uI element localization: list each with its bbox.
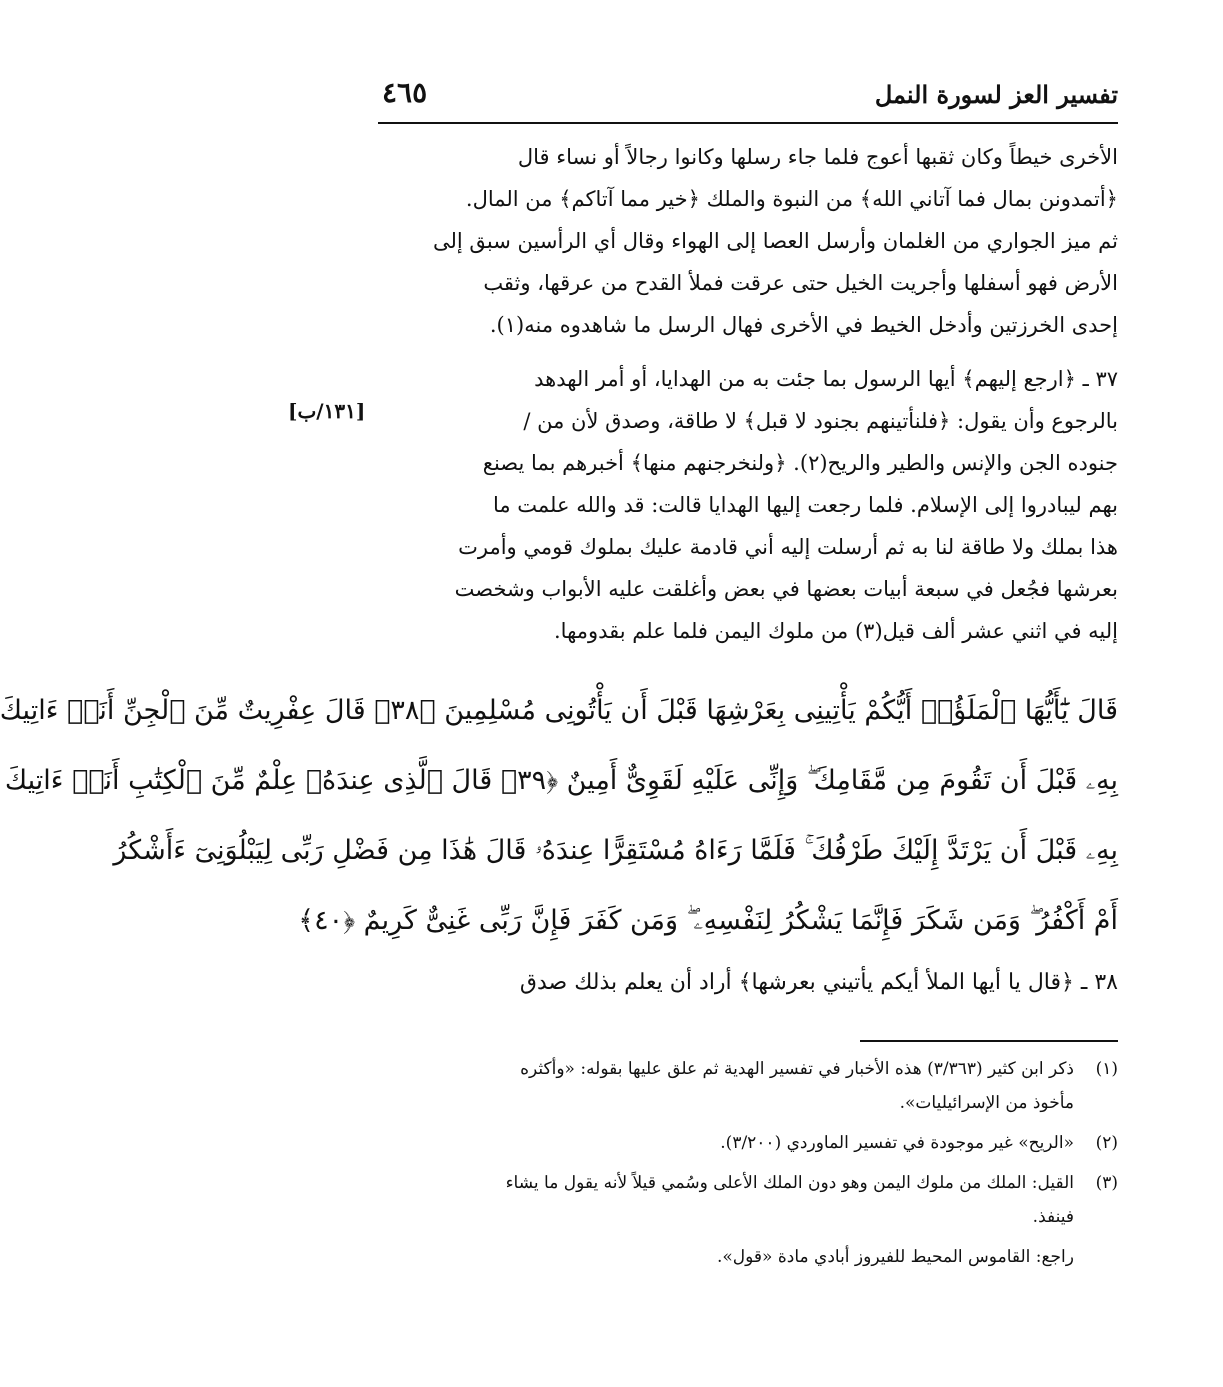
footnote bbox=[378, 1052, 1118, 1086]
quran-line: بِهِۦ قَبْلَ أَن يَرْتَدَّ إِلَيْكَ طَرْفُكَ ۚ فَلَمَّا رَءَاهُ مُسْتَقِرًّا عِندَهُۥ قَالَ هَٰذَا مِن فَضْلِ رَبِّى لِيَبْلُوَنِىٓ ءَأَشْكُرُ bbox=[113, 835, 1118, 866]
footnote-number: (٣) bbox=[1095, 1173, 1118, 1193]
text-line: إليه في اثني عشر ألف قيل(٣) من ملوك اليمن فلما علم بقدومها. bbox=[554, 619, 1118, 643]
footnote bbox=[378, 1166, 1118, 1200]
footnote-continuation: مأخوذ من الإسرائيليات». bbox=[899, 1093, 1074, 1113]
quran-line: بِهِۦ قَبْلَ أَن تَقُومَ مِن مَّقَامِكَ ۖ وَإِنِّى عَلَيْهِ لَقَوِىٌّ أَمِينٌ ﴿٣٩﴾ قَالَ ٱلَّذِى عِندَهُۥ عِلْمٌ مِّنَ ٱلْكِتَٰبِ أَنَا۠ ءَاتِيكَ bbox=[4, 765, 1118, 796]
footnote-divider bbox=[860, 1040, 1118, 1042]
text-line: ثم ميز الجواري من الغلمان وأرسل العصا إلى الهواء وقال أي الرأسين سبق إلى bbox=[433, 229, 1118, 253]
text-line: جنوده الجن والإنس والطير والريح(٢). ﴿ولنخرجنهم منها﴾ أخبرهم بما يصنع bbox=[482, 451, 1118, 475]
text-line: الأرض فهو أسفلها وأجريت الخيل حتى عرقت فملأ القدح من عرقها، وثقب bbox=[483, 271, 1118, 295]
footnote-number: (٢) bbox=[1095, 1133, 1118, 1153]
text-line: الأخرى خيطاً وكان ثقبها أعوج فلما جاء رسلها وكانوا رجالاً أو نساء قال bbox=[517, 145, 1118, 169]
text-line: إحدى الخرزتين وأدخل الخيط في الأخرى فهال الرسل ما شاهدوه منه(١). bbox=[489, 313, 1118, 337]
header-divider bbox=[378, 122, 1118, 124]
text-line: بهم ليبادروا إلى الإسلام. فلما رجعت إليها الهدايا قالت: قد والله علمت ما bbox=[492, 493, 1118, 517]
paragraph-3: ٣٨ ـ ﴿قال يا أيها الملأ أيكم يأتيني بعرشها﴾ أراد أن يعلم بذلك صدق bbox=[519, 970, 1118, 995]
paragraph-1 bbox=[378, 136, 1118, 346]
quran-line: قَالَ يَٰٓأَيُّهَا ٱلْمَلَؤُا۟ أَيُّكُمْ يَأْتِينِى بِعَرْشِهَا قَبْلَ أَن يَأْتُونِى مُسْلِمِينَ ﴿٣٨﴾ قَالَ عِفْرِيتٌ مِّنَ ٱلْجِنِّ أَنَا۠ ءَاتِيكَ bbox=[0, 695, 1118, 726]
manuscript-folio-reference: [١٣١/ب] bbox=[288, 399, 366, 423]
footnotes bbox=[378, 1052, 1118, 1274]
footnote-number bbox=[1074, 1240, 1118, 1274]
text-line: ٣٧ ـ ﴿ارجع إليهم﴾ أيها الرسول بما جئت به من الهدايا، أو أمر الهدهد bbox=[534, 367, 1118, 391]
footnote-text: راجع: القاموس المحيط للفيروز أبادي مادة «قول». bbox=[716, 1247, 1074, 1267]
footnote bbox=[378, 1126, 1118, 1160]
page-header bbox=[378, 76, 1118, 116]
text-line: هذا بملك ولا طاقة لنا به ثم أرسلت إليه أني قادمة عليك بملوك قومي وأمرت bbox=[458, 535, 1118, 559]
footnote bbox=[378, 1240, 1118, 1274]
quran-line: أَمْ أَكْفُرُ ۖ وَمَن شَكَرَ فَإِنَّمَا يَشْكُرُ لِنَفْسِهِۦ ۖ وَمَن كَفَرَ فَإِنَّ رَبِّى غَنِىٌّ كَرِيمٌ ﴿٤٠﴾ bbox=[298, 905, 1118, 936]
footnote-number: (١) bbox=[1095, 1059, 1118, 1079]
footnote-text: «الريح» غير موجودة في تفسير الماوردي (٣/٢٠٠). bbox=[720, 1133, 1074, 1153]
paragraph-2 bbox=[378, 358, 1118, 652]
footnote-text: القيل: الملك من ملوك اليمن وهو دون الملك الأعلى وسُمي قيلاً لأنه يقول ما يشاء bbox=[505, 1173, 1074, 1193]
text-line: بعرشها فجُعل في سبعة أبيات بعضها في بعض وأغلقت عليه الأبواب وشخصت bbox=[454, 577, 1118, 601]
quran-verses bbox=[0, 676, 1118, 956]
page-number: ٤٦٥ bbox=[382, 76, 428, 109]
footnote-text: ذكر ابن كثير (٣/٣٦٣) هذه الأخبار في تفسير الهدية ثم علق عليها بقوله: «وأكثره bbox=[520, 1059, 1074, 1079]
running-title: تفسير العز لسورة النمل bbox=[874, 80, 1118, 109]
footnote-continuation: فينفذ. bbox=[1032, 1207, 1074, 1227]
text-line: بالرجوع وأن يقول: ﴿فلنأتينهم بجنود لا قبل﴾ لا طاقة، وصدق لأن من / bbox=[523, 409, 1118, 433]
text-line: ﴿أتمدونن بمال فما آتاني الله﴾ من النبوة والملك ﴿خير مما آتاكم﴾ من المال. bbox=[465, 187, 1118, 211]
